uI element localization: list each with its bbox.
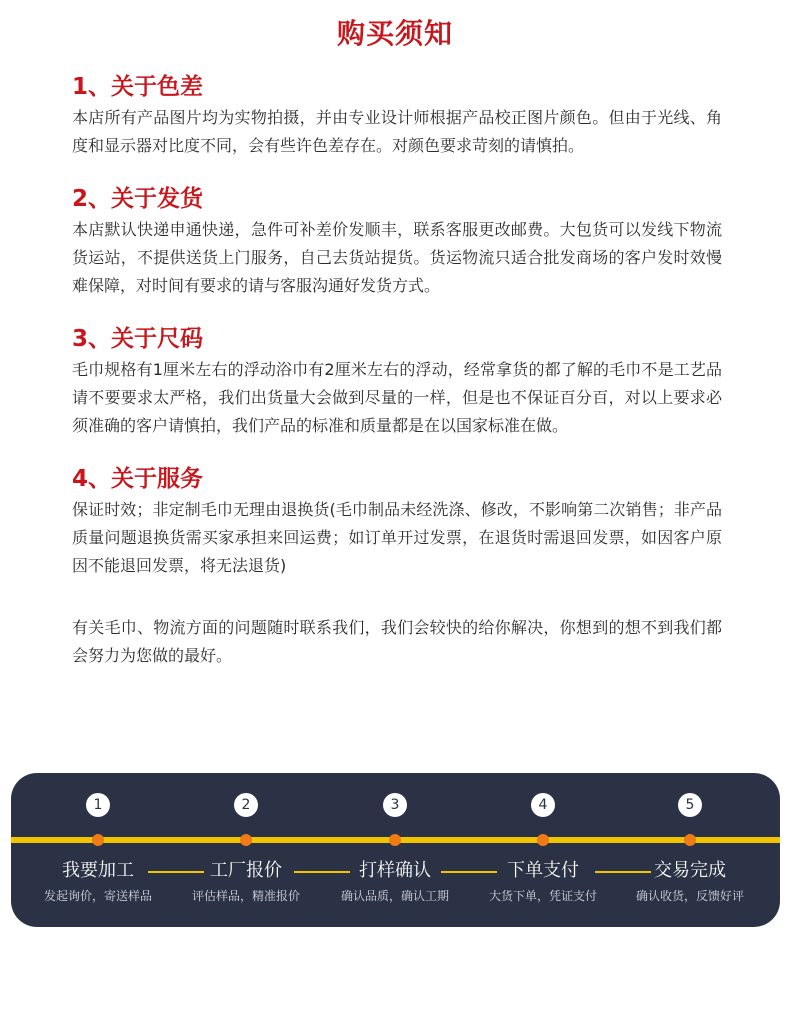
step-title: 打样确认 [359, 860, 431, 881]
section-body: 本店所有产品图片均为实物拍摄，并由专业设计师根据产品校正图片颜色。但由于光线、角度和显示器对比度不同，会有些许色差存在。对颜色要求苛刻的请慎拍。 [72, 108, 722, 155]
section-size [72, 322, 722, 440]
closing-note: 有关毛巾、物流方面的问题随时联系我们，我们会较快的给你解决，你想到的想不到我们都会努力为您做的最好。 [72, 618, 722, 665]
page-title: 购买须知 [336, 17, 453, 50]
step-marker [684, 834, 696, 846]
step-marker [92, 834, 104, 846]
section-heading: 2、关于发货 [72, 186, 204, 212]
step-number-badge: 1 [86, 793, 110, 817]
step-number-badge: 4 [531, 793, 555, 817]
step-description: 确认收货，反馈好评 [635, 889, 744, 903]
step-number-badge: 5 [678, 793, 702, 817]
step-title: 下单支付 [507, 860, 579, 881]
step-title: 我要加工 [62, 860, 134, 881]
section-body: 本店默认快递申通快递，急件可补差价发顺丰，联系客服更改邮费。大包货可以发线下物流货运站，不提供送货上门服务，自己去货站提货。货运物流只适合批发商场的客户发时效慢难保障，对时间有要求的请与客服沟通好发货方式。 [72, 220, 722, 295]
step-description: 评估样品，精准报价 [191, 889, 300, 903]
step-title: 工厂报价 [210, 860, 282, 881]
step-number-badge: 2 [234, 793, 258, 817]
section-color-difference [72, 70, 722, 160]
process-flow-panel [11, 773, 780, 927]
step-description: 大货下单，凭证支付 [488, 889, 597, 903]
step-marker [537, 834, 549, 846]
step-description: 确认品质，确认工期 [340, 889, 449, 903]
section-body: 毛巾规格有1厘米左右的浮动浴巾有2厘米左右的浮动，经常拿货的都了解的毛巾不是工艺品请不要要求太严格，我们出货量大会做到尽量的一样，但是也不保证百分百，对以上要求必须准确的客户请慎拍，我们产品的标准和质量都是在以国家标准在做。 [72, 360, 722, 435]
section-heading: 4、关于服务 [72, 466, 204, 492]
step-marker [389, 834, 401, 846]
section-body: 保证时效；非定制毛巾无理由退换货(毛巾制品未经洗涤、修改，不影响第二次销售；非产品质量问题退换货需买家承担来回运费；如订单开过发票，在退货时需退回发票，如因客户原因不能退回发票，将无法退货) [72, 500, 722, 575]
step-description: 发起询价，寄送样品 [43, 889, 152, 903]
section-service [72, 462, 722, 580]
section-heading: 1、关于色差 [72, 74, 204, 100]
step-marker [240, 834, 252, 846]
section-shipping [72, 182, 722, 300]
section-heading: 3、关于尺码 [72, 326, 204, 352]
step-number-badge: 3 [383, 793, 407, 817]
step-title: 交易完成 [654, 860, 726, 881]
notice-content [72, 70, 722, 686]
